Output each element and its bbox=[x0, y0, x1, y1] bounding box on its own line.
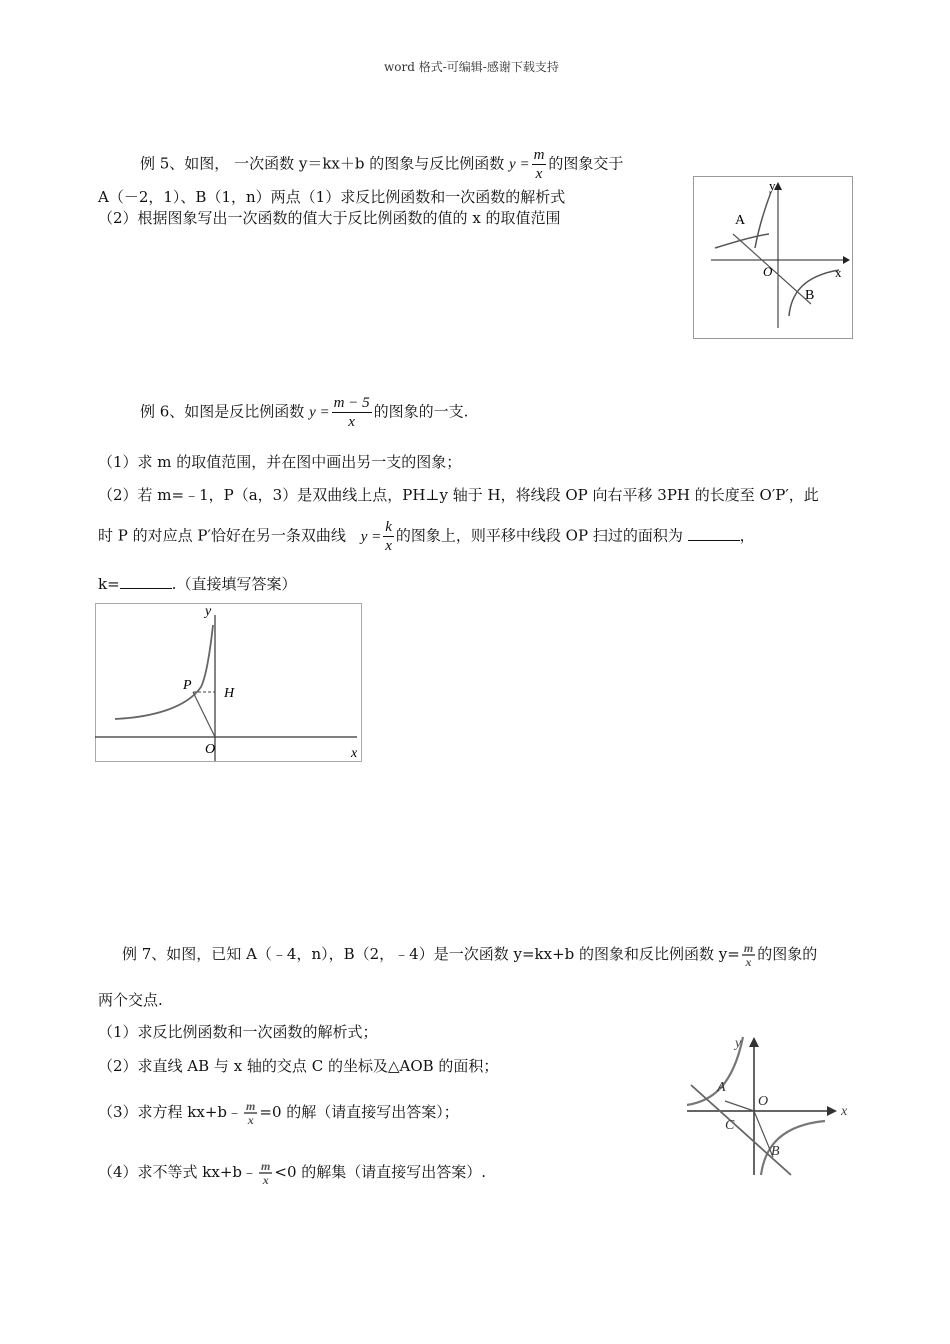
ex7-q3-post: =0 的解（请直接写出答案）； bbox=[259, 1103, 459, 1121]
ex7-q4 bbox=[98, 1160, 486, 1186]
ex5-label-o: O bbox=[763, 264, 773, 279]
ex5-eq-lhs: y = bbox=[509, 156, 530, 173]
ex7-line-ab bbox=[691, 1085, 791, 1175]
ex6-q2-line2-end: ， bbox=[739, 526, 755, 545]
ex5-label-a: A bbox=[735, 213, 746, 228]
ex5-line1-pre: 例 5、如图， 一次函数 y＝kx＋b 的图象与反比例函数 bbox=[140, 154, 505, 173]
ex7-q1: （1）求反比例函数和一次函数的解析式； bbox=[98, 1023, 378, 1041]
ex7-label-y: y bbox=[735, 1036, 742, 1051]
ex6-eq2-lhs: y = bbox=[360, 528, 382, 545]
ex6-intro-post: 的图象的一支. bbox=[373, 402, 469, 421]
ex7-label-c: C bbox=[725, 1118, 735, 1133]
ex7-intro-frac-num: m bbox=[743, 941, 754, 955]
ex6-label-x: x bbox=[351, 746, 358, 761]
page-header: word 格式-可编辑-感谢下载支持 bbox=[384, 60, 559, 74]
ex6-intro bbox=[140, 394, 468, 431]
ex6-figure-frame bbox=[96, 604, 362, 762]
ex7-intro-pre: 例 7、如图，已知 A（﹣4，n），B（2，﹣4）是一次函数 y=kx+b 的图象和反比例函数 y= bbox=[122, 945, 740, 963]
ex5-label-x: x bbox=[835, 265, 842, 280]
ex7-x-arrow bbox=[827, 1106, 837, 1116]
ex7-q3-frac-num: m bbox=[246, 1099, 256, 1113]
ex6-q2-line3-post: .（直接填写答案） bbox=[171, 575, 297, 593]
ex6-q2-line3-pre: k= bbox=[98, 575, 120, 593]
ex7-q4-pre: （4）求不等式 kx+b﹣ bbox=[98, 1163, 258, 1181]
ex7-q3-pre: （3）求方程 kx+b﹣ bbox=[98, 1103, 243, 1121]
ex6-eq2-fraction bbox=[383, 518, 394, 555]
ex6-k-blank[interactable] bbox=[120, 574, 172, 589]
ex6-figure bbox=[95, 603, 363, 763]
ex7-intro-frac-den: x bbox=[745, 955, 752, 969]
ex6-eq2-den: x bbox=[385, 538, 392, 554]
ex5-line1-post: 的图象交于 bbox=[548, 154, 624, 173]
ex5-figure bbox=[693, 176, 854, 340]
ex5-fraction bbox=[532, 146, 547, 183]
ex7-intro-line2: 两个交点. bbox=[98, 991, 163, 1009]
ex7-intro-post: 的图象的 bbox=[757, 945, 818, 963]
ex6-eq-den: x bbox=[348, 414, 355, 430]
ex7-figure bbox=[683, 1033, 855, 1181]
ex5-line3: （2）根据图象写出一次函数的值大于反比例函数的值的 x 的取值范围 bbox=[98, 209, 561, 227]
ex6-label-p: P bbox=[183, 678, 192, 693]
ex5-eq-den: x bbox=[535, 166, 543, 182]
ex7-q3-frac-den: x bbox=[247, 1113, 254, 1127]
ex6-label-y: y bbox=[205, 604, 212, 619]
ex7-q4-frac-num: m bbox=[261, 1159, 271, 1173]
ex5-label-y: y bbox=[769, 178, 776, 193]
ex7-label-a: A bbox=[717, 1080, 726, 1095]
ex6-area-blank[interactable] bbox=[688, 526, 740, 541]
ex7-label-b: B bbox=[771, 1144, 780, 1159]
ex7-q4-fraction bbox=[259, 1160, 272, 1186]
ex6-q2-line1: （2）若 m=﹣1，P（a，3）是双曲线上点，PH⊥y 轴于 H，将线段 OP 向右平移 3PH 的长度至 O′P′，此 bbox=[98, 486, 819, 504]
ex7-intro-fraction bbox=[742, 942, 755, 968]
ex7-q3 bbox=[98, 1100, 459, 1126]
ex6-q2-line2-pre: 时 P 的对应点 P′恰好在另一条双曲线 bbox=[98, 526, 346, 545]
ex6-q2-line2 bbox=[98, 518, 755, 555]
ex7-label-o: O bbox=[758, 1094, 769, 1109]
ex5-line2: A（－2，1）、B（1，n）两点（1）求反比例函数和一次函数的解析式 bbox=[98, 188, 566, 206]
ex7-y-arrow bbox=[749, 1037, 759, 1047]
ex7-q2: （2）求直线 AB 与 x 轴的交点 C 的坐标及△AOB 的面积； bbox=[98, 1057, 499, 1075]
ex6-eq2-num: k bbox=[385, 519, 392, 535]
ex6-eq-lhs: y = bbox=[309, 404, 330, 421]
ex5-figure-frame bbox=[694, 177, 853, 339]
ex6-q1: （1）求 m 的取值范围，并在图中画出另一支的图象； bbox=[98, 453, 462, 471]
ex7-q4-post: <0 的解集（请直接写出答案）. bbox=[274, 1163, 487, 1181]
ex7-intro bbox=[122, 942, 817, 968]
ex6-q2-line3 bbox=[98, 574, 296, 594]
ex7-label-x: x bbox=[841, 1104, 848, 1119]
ex7-q3-fraction bbox=[244, 1100, 257, 1126]
ex5-eq-num: m bbox=[533, 147, 545, 163]
ex7-segment-oa bbox=[725, 1101, 754, 1111]
ex6-eq-num: m − 5 bbox=[333, 395, 370, 411]
ex7-q4-frac-den: x bbox=[262, 1173, 269, 1187]
ex6-label-o: O bbox=[205, 742, 216, 757]
ex6-label-h: H bbox=[224, 686, 235, 701]
ex6-q2-line2-post: 的图象上，则平移中线段 OP 扫过的面积为 bbox=[395, 526, 683, 545]
ex5-line1 bbox=[140, 146, 623, 183]
ex6-fraction bbox=[332, 394, 372, 431]
ex6-intro-pre: 例 6、如图是反比例函数 bbox=[140, 402, 305, 421]
ex5-label-b: B bbox=[805, 288, 815, 303]
